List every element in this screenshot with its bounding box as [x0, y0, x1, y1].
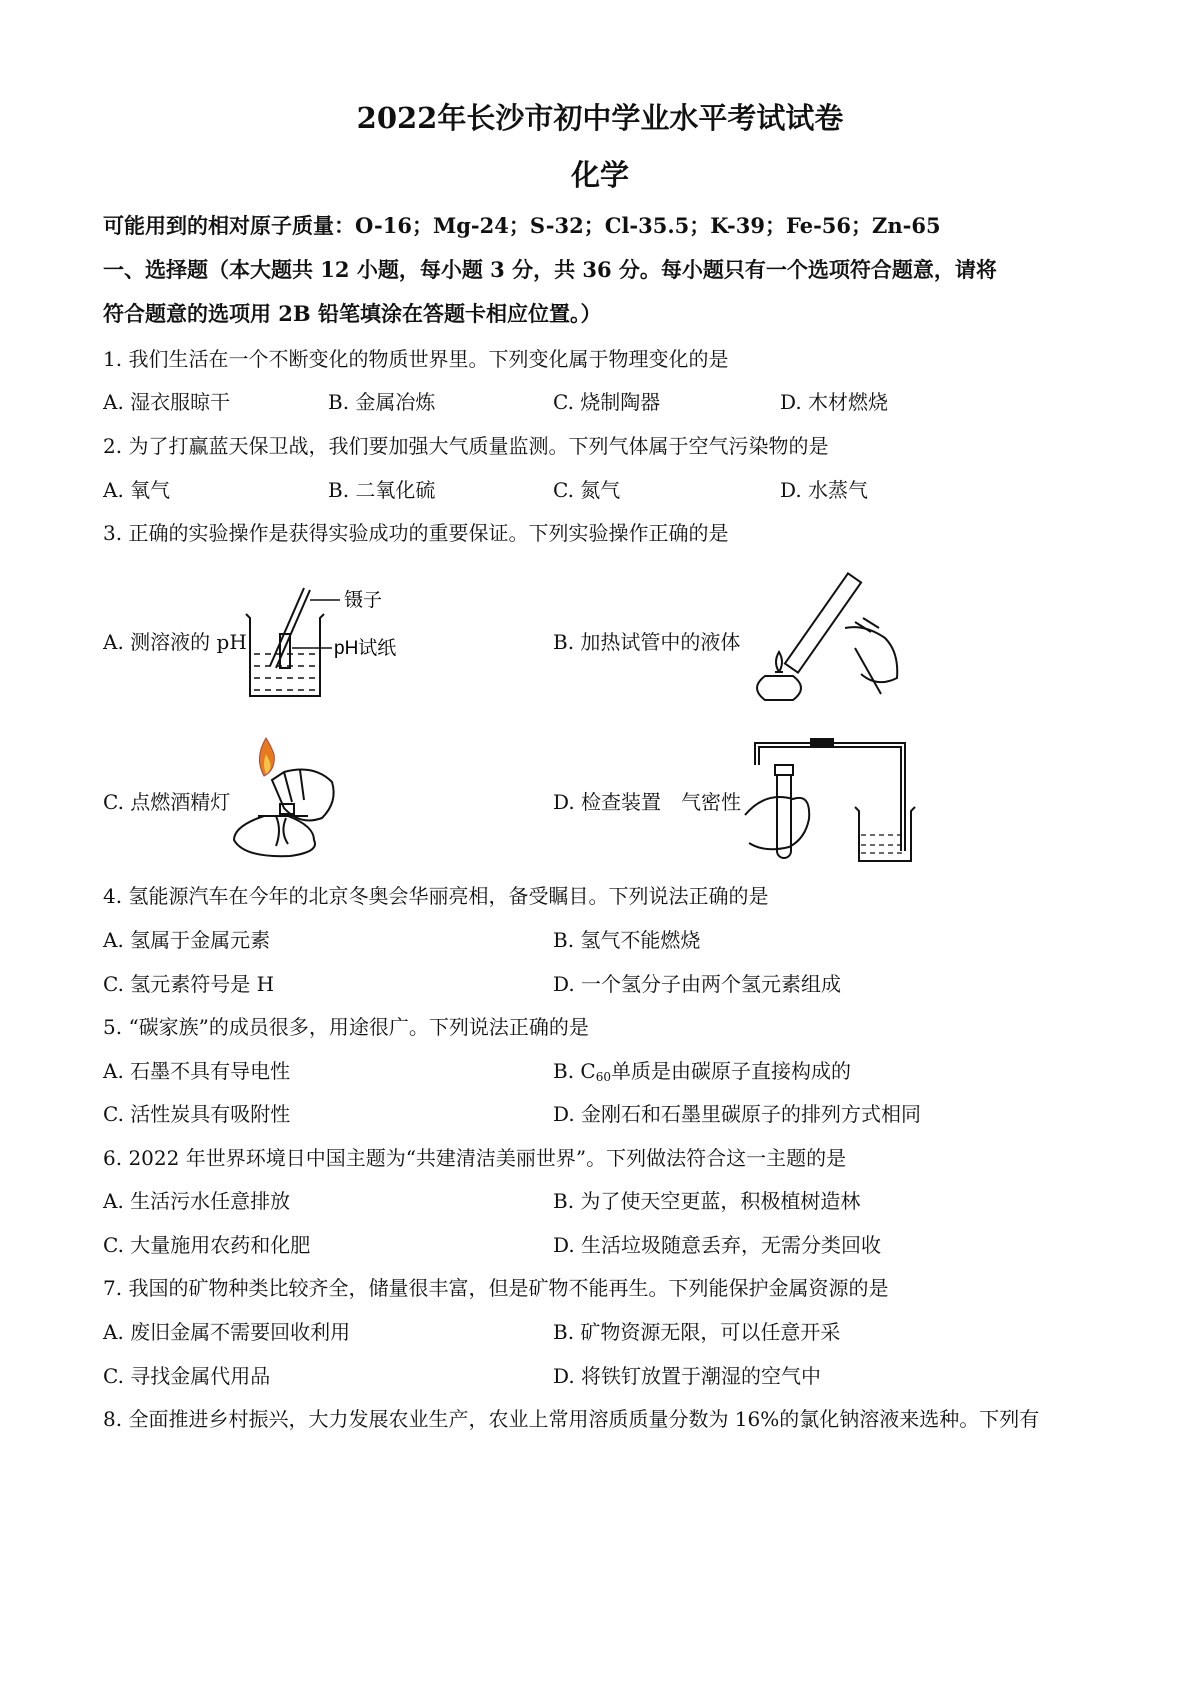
q6-option-b: B. 为了使天空更蓝，积极植树造林 — [553, 1189, 861, 1213]
q2-option-d: D. 水蒸气 — [780, 478, 869, 502]
q4-option-a: A. 氢属于金属元素 — [103, 928, 271, 952]
q4-option-b: B. 氢气不能燃烧 — [553, 928, 701, 952]
q6-option-a: A. 生活污水任意排放 — [103, 1189, 291, 1213]
q4-option-d: D. 一个氢分子由两个氢元素组成 — [553, 972, 842, 996]
q2-option-c: C. 氮气 — [553, 478, 621, 502]
atomic-mass-note: 可能用到的相对原子质量：O-16；Mg-24；S-32；Cl-35.5；K-39；Fe-56；Zn-65 — [103, 213, 941, 238]
airtightness-figure — [745, 735, 915, 865]
question-2-stem: 2. 为了打赢蓝天保卫战，我们要加强大气质量监测。下列气体属于空气污染物的是 — [103, 434, 829, 458]
q7-option-c: C. 寻找金属代用品 — [103, 1364, 271, 1388]
tweezers-label: 镊子 — [344, 590, 383, 611]
q5-option-c: C. 活性炭具有吸附性 — [103, 1102, 291, 1126]
q7-option-d: D. 将铁钉放置于潮湿的空气中 — [553, 1364, 822, 1388]
question-4-stem: 4. 氢能源汽车在今年的北京冬奥会华丽亮相，备受瞩目。下列说法正确的是 — [103, 884, 769, 908]
ph-test-figure — [240, 578, 410, 703]
q1-option-c: C. 烧制陶器 — [553, 390, 661, 414]
q5-option-b-prefix: B. C — [553, 1059, 596, 1083]
question-8-stem: 8. 全面推进乡村振兴，大力发展农业生产，农业上常用溶质质量分数为 16%的氯化钠溶液来选种。下列有 — [103, 1407, 1040, 1431]
q7-option-b: B. 矿物资源无限，可以任意开采 — [553, 1320, 841, 1344]
q6-option-d: D. 生活垃圾随意丢弃，无需分类回收 — [553, 1233, 882, 1257]
q6-option-c: C. 大量施用农药和化肥 — [103, 1233, 311, 1257]
q5-option-a: A. 石墨不具有导电性 — [103, 1059, 291, 1083]
exam-title: 2022年长沙市初中学业水平考试试卷 — [356, 101, 844, 135]
q7-option-a: A. 废旧金属不需要回收利用 — [103, 1320, 351, 1344]
subject-title: 化学 — [570, 158, 629, 192]
q4-option-c: C. 氢元素符号是 H — [103, 972, 275, 996]
q5-option-d: D. 金刚石和石墨里碳原子的排列方式相同 — [553, 1102, 922, 1126]
section-heading-line1: 一、选择题（本大题共 12 小题，每小题 3 分，共 36 分。每小题只有一个选项符合题意，请将 — [103, 257, 997, 282]
q2-option-b: B. 二氧化硫 — [328, 478, 436, 502]
q3-option-a: A. 测溶液的 pH — [103, 630, 247, 654]
q1-option-b: B. 金属冶炼 — [328, 390, 436, 414]
section-heading-line2: 符合题意的选项用 2B 铅笔填涂在答题卡相应位置。） — [103, 301, 602, 326]
q5-option-b-subscript: 60 — [595, 1070, 611, 1084]
question-5-stem: 5. “碳家族”的成员很多，用途很广。下列说法正确的是 — [103, 1015, 589, 1039]
question-3-stem: 3. 正确的实验操作是获得实验成功的重要保证。下列实验操作正确的是 — [103, 521, 729, 545]
alcohol-lamp-figure — [228, 736, 340, 861]
q2-option-a: A. 氧气 — [103, 478, 171, 502]
q3-option-b: B. 加热试管中的液体 — [553, 630, 741, 654]
question-6-stem: 6. 2022 年世界环境日中国主题为“共建清洁美丽世界”。下列做法符合这一主题的是 — [103, 1146, 847, 1170]
heating-tube-figure — [735, 568, 910, 708]
q5-option-b — [553, 1055, 851, 1084]
question-7-stem: 7. 我国的矿物种类比较齐全，储量很丰富，但是矿物不能再生。下列能保护金属资源的是 — [103, 1276, 889, 1300]
q3-option-d: D. 检查装置 气密性 — [553, 790, 742, 814]
q5-option-b-suffix: 单质是由碳原子直接构成的 — [611, 1059, 851, 1083]
ph-paper-label: pH试纸 — [334, 638, 397, 659]
q1-option-a: A. 湿衣服晾干 — [103, 390, 231, 414]
q1-option-d: D. 木材燃烧 — [780, 390, 889, 414]
question-1-stem: 1. 我们生活在一个不断变化的物质世界里。下列变化属于物理变化的是 — [103, 347, 729, 371]
q3-option-c: C. 点燃酒精灯 — [103, 790, 231, 814]
